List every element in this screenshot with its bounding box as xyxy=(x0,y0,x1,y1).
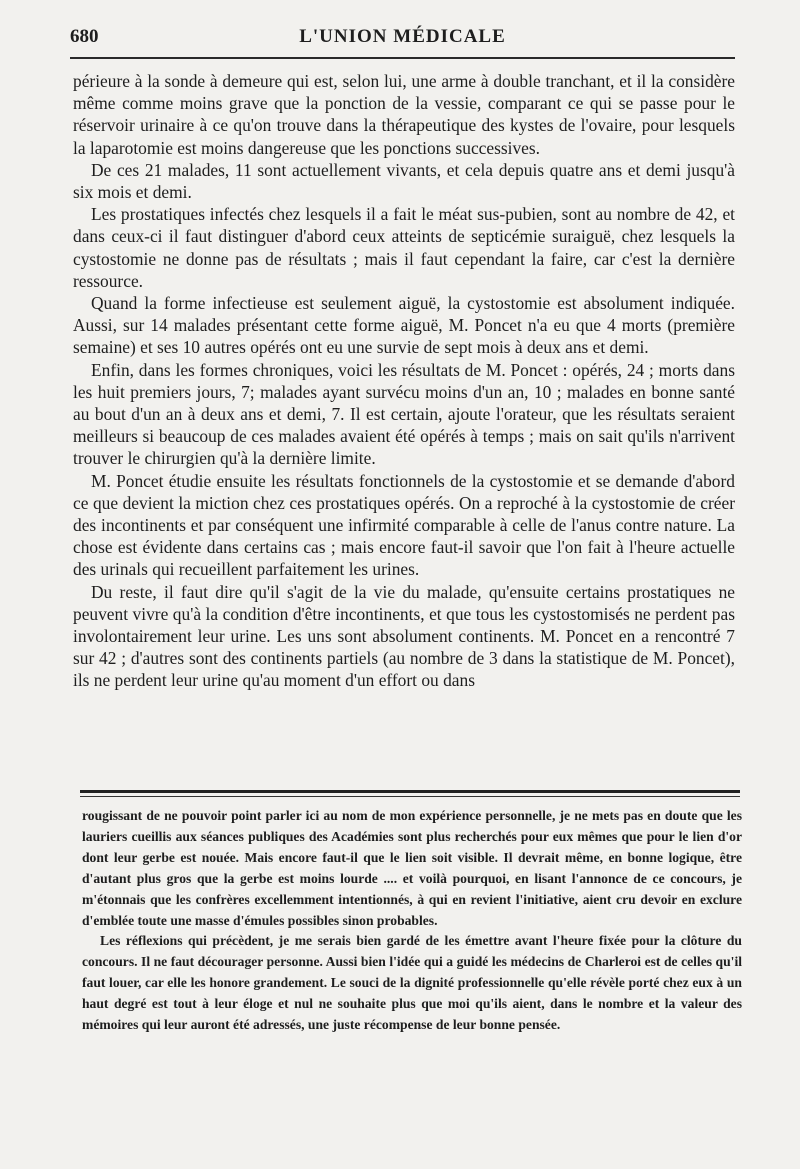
body-paragraph: Enfin, dans les formes chroniques, voici les résultats de M. Poncet : opérés, 24 ; morts dans les huit premiers jours, 7; malades ayant survécu moins d'un an, 10 ; malades en bonne santé au bout d'un an à deux ans et demi, 7. Il est certain, ajoute l'orateur, que les résultats seraient meilleurs si beaucoup de ces malades avaient été opérés à temps ; mais on sait qu'ils n'arrivent trouver le chirurgien qu'à la dernière limite. xyxy=(73,359,735,469)
page-header xyxy=(70,24,735,56)
body-paragraph: Quand la forme infectieuse est seulement aiguë, la cystostomie est absolument indiquée. Aussi, sur 14 malades présentant cette forme aiguë, M. Poncet n'a eu que 4 morts (première semaine) et ses 10 autres opérés ont eu une survie de sept mois à deux ans et demi. xyxy=(73,293,735,358)
footnote-paragraph: rougissant de ne pouvoir point parler ici au nom de mon expérience personnelle, je ne mets pas en doute que les lauriers cueillis aux séances publiques des Académies sont plus recherchés pour eux mêmes que pour le lien d'or dont leur gerbe est nouée. Mais encore faut-il que le lien soit visible. Il devrait même, en bonne logique, être d'autant plus gros que la gerbe est moins lourde .... et voilà pourquoi, en lisant l'annonce de ce concours, je m'étonnais que les confrères excellemment intentionnés, à qui en revient l'initiative, aient cru devoir en exclure d'emblée toute une masse d'émules possibles sinon probables. xyxy=(82,808,742,928)
footnote-rule-thin xyxy=(80,796,740,797)
body-paragraph: Du reste, il faut dire qu'il s'agit de la vie du malade, qu'ensuite certains prostatiques ne peuvent vivre qu'à la condition d'être incontinents, et que tous les cystostomisés ne perdent pas involontairement leur urine. Les uns sont absolument continents. M. Poncet en a rencontré 7 sur 42 ; d'autres sont des continents partiels (au nombre de 3 dans la statistique de M. Poncet), ils ne perdent leur urine qu'au moment d'un effort ou dans xyxy=(73,581,735,691)
header-rule xyxy=(70,57,735,59)
body-paragraph: De ces 21 malades, 11 sont actuellement vivants, et cela depuis quatre ans et demi jusqu'à six mois et demi. xyxy=(73,159,735,203)
body-paragraph: périeure à la sonde à demeure qui est, selon lui, une arme à double tranchant, et il la considère même comme moins grave que la ponction de la vessie, comparant ce qui se passe pour le réservoir urinaire à ce qu'on trouve dans la thérapeutique des kystes de l'ovaire, pour lesquels la laparotomie est moins dangereuse que les ponctions successives. xyxy=(73,71,735,158)
page-number: 680 xyxy=(70,26,99,47)
running-title: L'UNION MÉDICALE xyxy=(299,26,506,47)
body-paragraph: Les prostatiques infectés chez lesquels il a fait le méat sus-pubien, sont au nombre de 42, et dans ceux-ci il faut distinguer d'abord ceux atteints de septicémie suraiguë, chez lesquels la cystostomie ne donne pas de résultats ; mais il faut cependant la faire, car c'est la dernière ressource. xyxy=(73,204,735,291)
body-paragraph: M. Poncet étudie ensuite les résultats fonctionnels de la cystostomie et se demande d'abord ce que devient la miction chez ces prostatiques opérés. On a reproché à la cystostomie de créer des incontinents et par conséquent une infirmité comparable à celle de l'anus contre nature. La chose est évidente dans certains cas ; mais encore faut-il savoir que l'on fait à l'heure actuelle des urinals qui recueillent parfaitement les urines. xyxy=(73,470,735,580)
footnote-paragraph: Les réflexions qui précèdent, je me serais bien gardé de les émettre avant l'heure fixée pour la clôture du concours. Il ne faut décourager personne. Aussi bien l'idée qui a guidé les médecins de Charleroi est de celles qu'il faut louer, car elle les honore grandement. Le souci de la dignité professionnelle qu'elle révèle porté chez eux à un haut degré est tout à leur éloge et nul ne souhaite plus que moi qu'ils aient, dans le nombre et la valeur des mémoires qui leur auront été adressés, une juste récompense de leur bonne pensée. xyxy=(82,933,742,1033)
footnote-rule xyxy=(80,790,740,793)
footnote-text xyxy=(82,806,742,1036)
main-text xyxy=(73,70,735,692)
